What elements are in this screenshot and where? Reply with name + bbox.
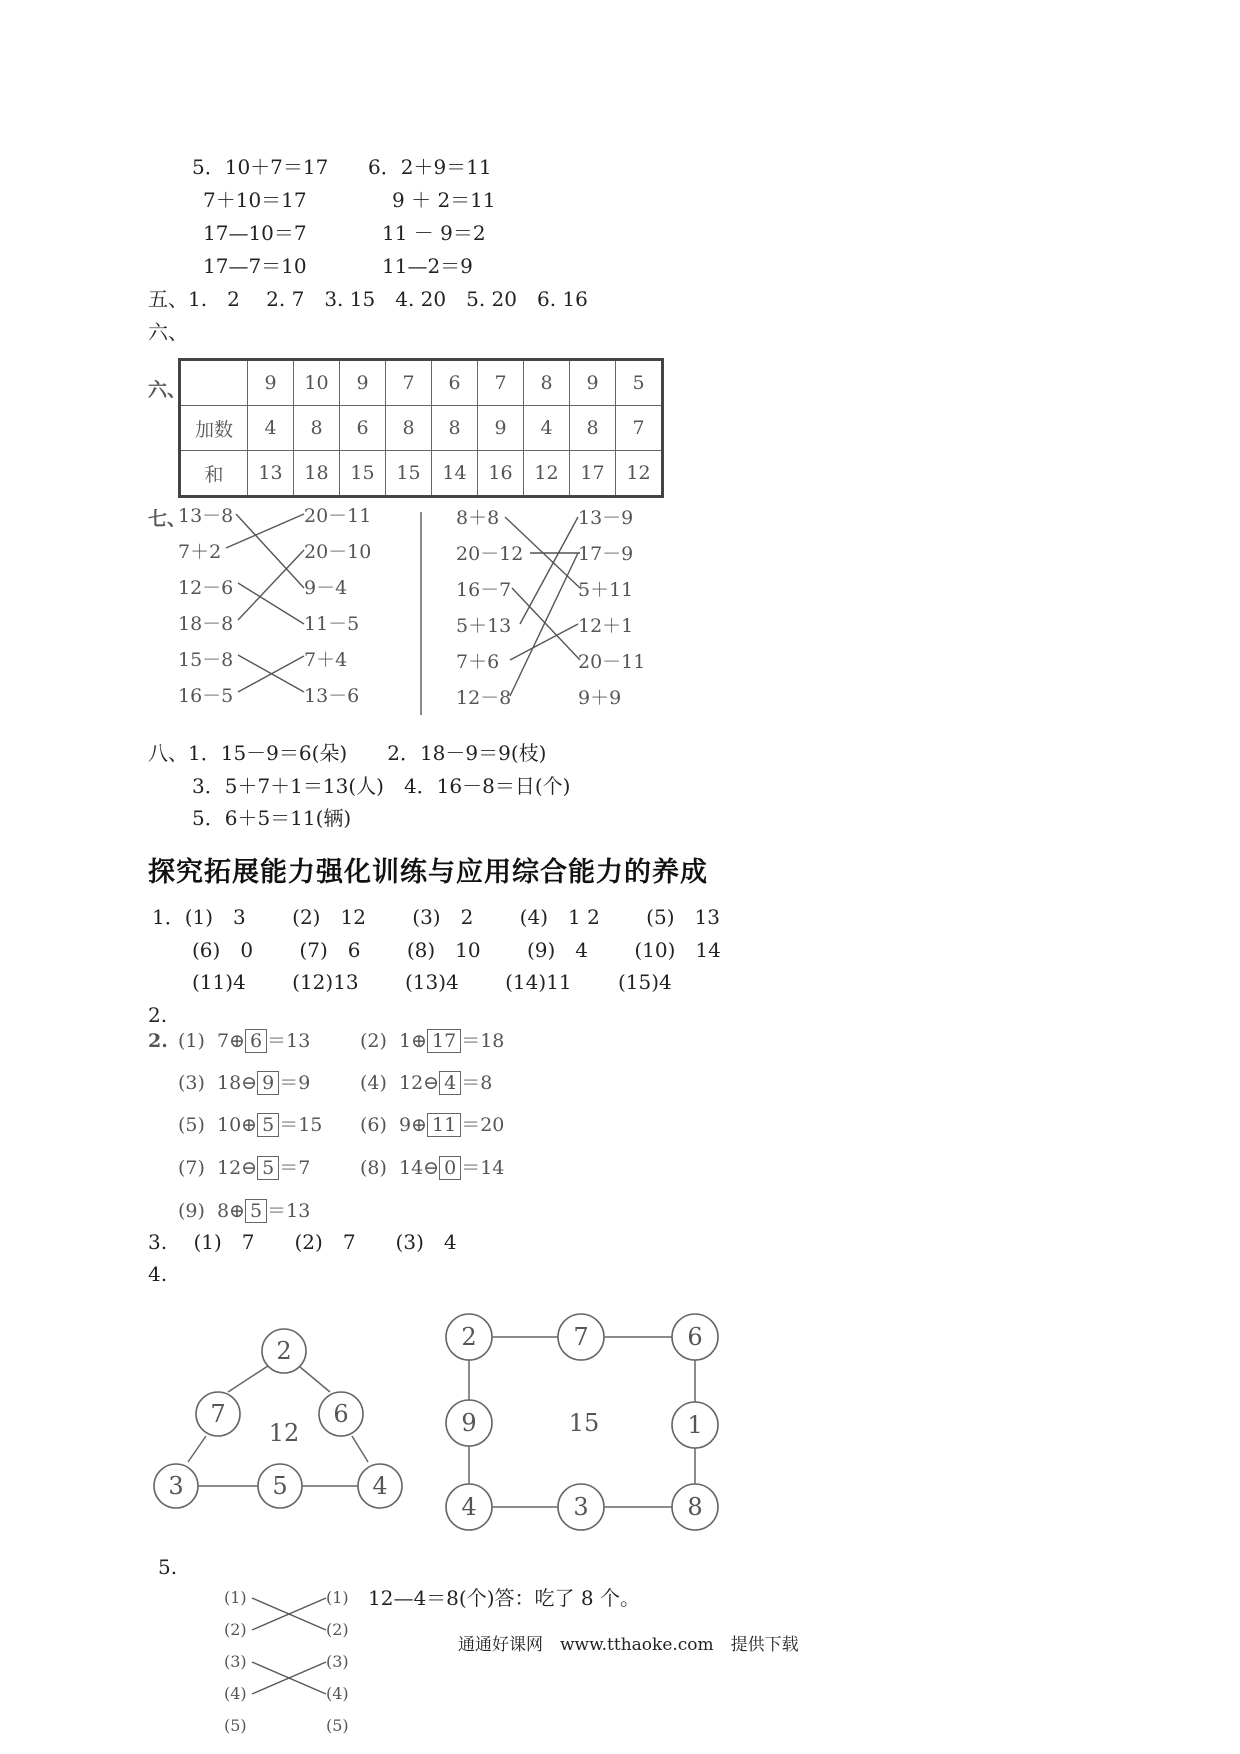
eq-6-line2: 9 ＋ 2＝11 <box>392 188 496 212</box>
part-2-scan-label: 2. <box>148 1030 168 1052</box>
fill-box: 9 <box>257 1071 279 1095</box>
section-5-answers: 五、1. 2 2. 7 3. 15 4. 20 5. 20 6. 16 <box>148 287 588 311</box>
square-num-ml: 9 <box>461 1409 477 1437</box>
fill-box: 5 <box>245 1199 267 1223</box>
section-6-label: 六、 <box>148 320 188 344</box>
table-cell: 9 <box>478 406 524 451</box>
matching-expression: 20－11 <box>578 651 646 673</box>
matching-expression: 7＋2 <box>178 541 222 563</box>
table-cell: 5 <box>616 360 663 406</box>
fill-box-pre: (1) 7⊕ <box>178 1030 246 1052</box>
matching-expression: 7＋6 <box>456 651 500 673</box>
section-8-line2: 3．5＋7＋1＝13(人) 4．16－8＝日(个) <box>192 774 571 798</box>
matching-expression: 20－10 <box>304 541 372 563</box>
table-cell: 9 <box>340 360 386 406</box>
fill-box-post: ＝14 <box>461 1157 505 1179</box>
part-5-marker: (3) <box>326 1652 349 1671</box>
square-num-bl: 4 <box>461 1493 477 1521</box>
part-5-marker: (5) <box>326 1716 349 1735</box>
part-5-marker: (4) <box>326 1684 349 1703</box>
table-cell: 12 <box>524 451 570 497</box>
table-cell: 4 <box>248 406 294 451</box>
fill-box-pre: (8) 14⊖ <box>360 1157 440 1179</box>
fill-box-post: ＝20 <box>461 1114 505 1136</box>
eq-5-line4: 17—7＝10 <box>203 254 307 278</box>
section-7-label: 七、 <box>148 508 187 530</box>
table-cell: 6 <box>432 360 478 406</box>
table-cell: 10 <box>294 360 340 406</box>
table-cell: 12 <box>616 451 663 497</box>
fill-box: 4 <box>439 1071 461 1095</box>
table-header-cell: 加数 <box>180 406 248 451</box>
table-cell: 9 <box>248 360 294 406</box>
part-4-label: 4. <box>148 1262 168 1286</box>
table-cell: 15 <box>386 451 432 497</box>
part-2-label: 2. <box>148 1003 168 1027</box>
part-5-marker: (2) <box>326 1620 349 1639</box>
part-5-marker: (2) <box>224 1620 247 1639</box>
fill-box-pre: (4) 12⊖ <box>360 1072 440 1094</box>
section-8-line1: 八、1．15－9＝6(朵) 2．18－9＝9(枝) <box>148 741 547 765</box>
fill-box-post: ＝9 <box>279 1072 311 1094</box>
square-center-sum: 15 <box>568 1409 600 1437</box>
matching-expression: 12－6 <box>178 577 234 599</box>
square-num-tl: 2 <box>461 1323 477 1351</box>
fill-box-pre: (2) 1⊕ <box>360 1030 428 1052</box>
fill-box: 0 <box>439 1156 461 1180</box>
table-cell: 14 <box>432 451 478 497</box>
matching-expression: 20－11 <box>304 505 372 527</box>
table-cell: 4 <box>524 406 570 451</box>
part-5-marker: (1) <box>326 1588 349 1607</box>
section-heading: 探究拓展能力强化训练与应用综合能力的养成 <box>148 857 708 888</box>
fill-box-post: ＝8 <box>461 1072 493 1094</box>
part-5-label: 5. <box>158 1555 178 1579</box>
square-num-bm: 3 <box>573 1493 589 1521</box>
matching-expression: 12＋1 <box>578 615 634 637</box>
matching-expression: 17－9 <box>578 543 634 565</box>
fill-box-post: ＝13 <box>267 1030 311 1052</box>
triangle-num-br: 4 <box>372 1472 388 1500</box>
triangle-num-midright: 6 <box>333 1400 349 1428</box>
part-5-answer: 12—4＝8(个)答：吃了 8 个。 <box>368 1586 640 1610</box>
part-1-line1: 1．(1) 3 (2) 12 (3) 2 (4) 1 2 (5) 13 <box>152 905 720 929</box>
table-cell: 7 <box>478 360 524 406</box>
part-5-marker: (5) <box>224 1716 247 1735</box>
eq-6-line1: 6．2＋9＝11 <box>368 155 492 179</box>
square-num-tm: 7 <box>573 1323 589 1351</box>
part-1-line3: (11)4 (12)13 (13)4 (14)11 (15)4 <box>192 970 672 994</box>
eq-6-line4: 11—2＝9 <box>382 254 473 278</box>
matching-expression: 8＋8 <box>456 507 500 529</box>
table-cell: 8 <box>386 406 432 451</box>
table-cell: 8 <box>570 406 616 451</box>
table-cell: 8 <box>432 406 478 451</box>
fill-box-pre: (5) 10⊕ <box>178 1114 258 1136</box>
matching-expression: 7＋4 <box>304 649 348 671</box>
eq-5-line2: 7＋10＝17 <box>203 188 307 212</box>
fill-box-pre: (6) 9⊕ <box>360 1114 428 1136</box>
table-cell: 15 <box>340 451 386 497</box>
matching-expression: 16－7 <box>456 579 512 601</box>
table-cell: 6 <box>340 406 386 451</box>
fill-box: 11 <box>427 1113 461 1137</box>
triangle-center-sum: 12 <box>268 1419 300 1447</box>
triangle-num-bm: 5 <box>272 1472 288 1500</box>
table-cell: 13 <box>248 451 294 497</box>
matching-expression: 13－6 <box>304 685 360 707</box>
table-header-cell: 和 <box>180 451 248 497</box>
table-cell: 8 <box>294 406 340 451</box>
fill-box: 5 <box>257 1156 279 1180</box>
matching-expression: 18－8 <box>178 613 234 635</box>
table-cell: 8 <box>524 360 570 406</box>
matching-expression: 11－5 <box>304 613 360 635</box>
matching-expression: 20－12 <box>456 543 524 565</box>
matching-expression: 5＋11 <box>578 579 634 601</box>
square-num-tr: 6 <box>687 1323 703 1351</box>
fill-box-pre: (9) 8⊕ <box>178 1200 246 1222</box>
part-1-line2: (6) 0 (7) 6 (8) 10 (9) 4 (10) 14 <box>192 938 721 962</box>
matching-expression: 13－9 <box>578 507 634 529</box>
part-5-marker: (4) <box>224 1684 247 1703</box>
table-cell: 7 <box>386 360 432 406</box>
fill-box-pre: (7) 12⊖ <box>178 1157 258 1179</box>
table-cell: 16 <box>478 451 524 497</box>
fill-box: 6 <box>245 1029 267 1053</box>
table-cell: 9 <box>570 360 616 406</box>
section-6-scan-label: 六、 <box>148 379 187 401</box>
matching-expression: 9－4 <box>304 577 348 599</box>
part-5-marker: (1) <box>224 1588 247 1607</box>
table-cell: 18 <box>294 451 340 497</box>
fill-box: 17 <box>427 1029 461 1053</box>
triangle-num-midleft: 7 <box>210 1400 226 1428</box>
matching-expression: 15－8 <box>178 649 234 671</box>
footer-source: 通通好课网 www.tthaoke.com 提供下载 <box>458 1635 799 1655</box>
part-5-marker: (3) <box>224 1652 247 1671</box>
fill-box: 5 <box>257 1113 279 1137</box>
table-cell: 7 <box>616 406 663 451</box>
matching-expression: 9＋9 <box>578 687 622 709</box>
part-3-answers: 3. (1) 7 (2) 7 (3) 4 <box>148 1230 457 1254</box>
fill-box-pre: (3) 18⊖ <box>178 1072 258 1094</box>
matching-expression: 16－5 <box>178 685 234 707</box>
matching-expression: 12－8 <box>456 687 512 709</box>
square-num-br: 8 <box>687 1493 703 1521</box>
triangle-num-bl: 3 <box>168 1472 184 1500</box>
matching-expression: 5＋13 <box>456 615 512 637</box>
table-cell: 17 <box>570 451 616 497</box>
square-num-mr: 1 <box>687 1411 703 1439</box>
matching-expression: 13－8 <box>178 505 234 527</box>
triangle-num-top: 2 <box>276 1337 292 1365</box>
fill-box-post: ＝13 <box>267 1200 311 1222</box>
fill-box-post: ＝15 <box>279 1114 323 1136</box>
fill-box-post: ＝18 <box>461 1030 505 1052</box>
eq-5-line1: 5．10＋7＝17 <box>192 155 329 179</box>
section-8-line3: 5．6＋5＝11(辆) <box>192 806 352 830</box>
eq-5-line3: 17—10＝7 <box>203 221 307 245</box>
fill-box-post: ＝7 <box>279 1157 311 1179</box>
eq-6-line3: 11 － 9＝2 <box>382 221 486 245</box>
